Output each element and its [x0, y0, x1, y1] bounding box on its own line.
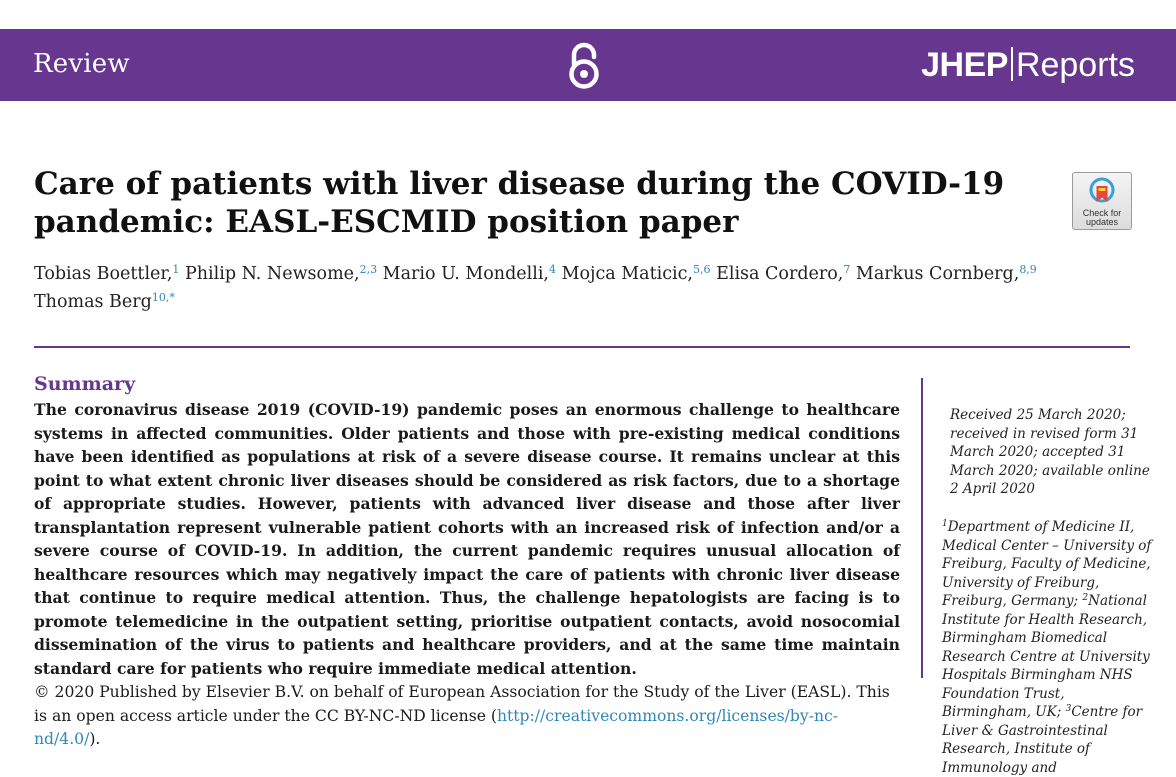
journal-logo[interactable] [921, 45, 1135, 85]
section-label: Review [33, 49, 130, 79]
check-updates-line1: Check for [1082, 208, 1122, 218]
license-suffix: ). [89, 730, 101, 748]
author[interactable]: Elisa Cordero,$^7$ [716, 263, 851, 284]
journal-header-banner [0, 29, 1176, 101]
summary-heading: Summary [34, 373, 136, 395]
crossmark-icon [1089, 177, 1115, 207]
author[interactable]: Mojca Maticic,$^{5,6}$ [561, 263, 711, 284]
journal-name-regular: Reports [1015, 46, 1135, 84]
open-access-icon [565, 42, 603, 90]
check-for-updates-label [1073, 209, 1131, 227]
author[interactable]: Mario U. Mondelli,$^4$ [382, 263, 556, 284]
article-title: Care of patients with liver disease during the COVID-19 pandemic: EASL-ESCMID position paper [34, 166, 1005, 240]
author[interactable]: Philip N. Newsome,$^{2,3}$ [184, 263, 378, 284]
affiliations: $^1$Department of Medicine II, Medical Center – University of Freiburg, Faculty of Medicine, University of Freiburg, Freiburg, Germany; $^2$National Institute for Health Research, Birmingham Biomedical Research Centre at University Hospitals Birmingham NHS Foundation Trust, Birmingham, UK; $^3$Centre for Liver & Gastrointestinal Research, Institute of Immunology and [942, 519, 1152, 776]
journal-name-bold: JHEP [921, 46, 1008, 84]
sidebar-divider [921, 378, 923, 678]
author-list [34, 260, 1094, 316]
header-divider [34, 346, 1130, 348]
author[interactable]: Thomas Berg$^{10,*}$ [34, 291, 175, 312]
received-dates: Received 25 March 2020; received in revised form 31 March 2020; accepted 31 March 2020; available online 2 April 2020 [950, 407, 1150, 497]
check-updates-line2: updates [1085, 217, 1119, 227]
license-prefix: © 2020 Published by Elsevier B.V. on behalf of European Association for the Study of the Liver (EASL). This is an open access article under the CC BY-NC-ND license ( [34, 683, 890, 725]
license-statement [34, 681, 900, 752]
journal-logo-divider [1011, 47, 1013, 81]
check-for-updates-button[interactable] [1072, 172, 1132, 230]
author[interactable]: Tobias Boettler,$^1$ [34, 263, 180, 284]
license-link[interactable]: http://creativecommons.org/licenses/by-nc-nd/4.0/ [34, 706, 839, 748]
author[interactable]: Markus Cornberg,$^{8,9}$ [855, 263, 1037, 284]
summary-text: The coronavirus disease 2019 (COVID-19) pandemic poses an enormous challenge to healthcare systems in affected communities. Older patients and those with pre-existing medical conditions have been identified as populations at risk of a severe disease course. It remains unclear at this point to what extent chronic liver diseases should be considered as risk factors, due to a shortage of appropriate studies. However, patients with advanced liver disease and those after liver transplantation represent vulnerable patient cohorts with an increased risk of infection and/or a severe course of COVID-19. In addition, the current pandemic requires unusual allocation of healthcare resources which may negatively impact the care of patients with chronic liver disease that continue to require medical attention. Thus, the challenge hepatologists are facing is to promote telemedicine in the outpatient setting, prioritise outpatient contacts, avoid nosocomial dissemination of the virus to patients and healthcare providers, and at the same time maintain standard care for patients who require immediate medical attention. [34, 400, 900, 678]
